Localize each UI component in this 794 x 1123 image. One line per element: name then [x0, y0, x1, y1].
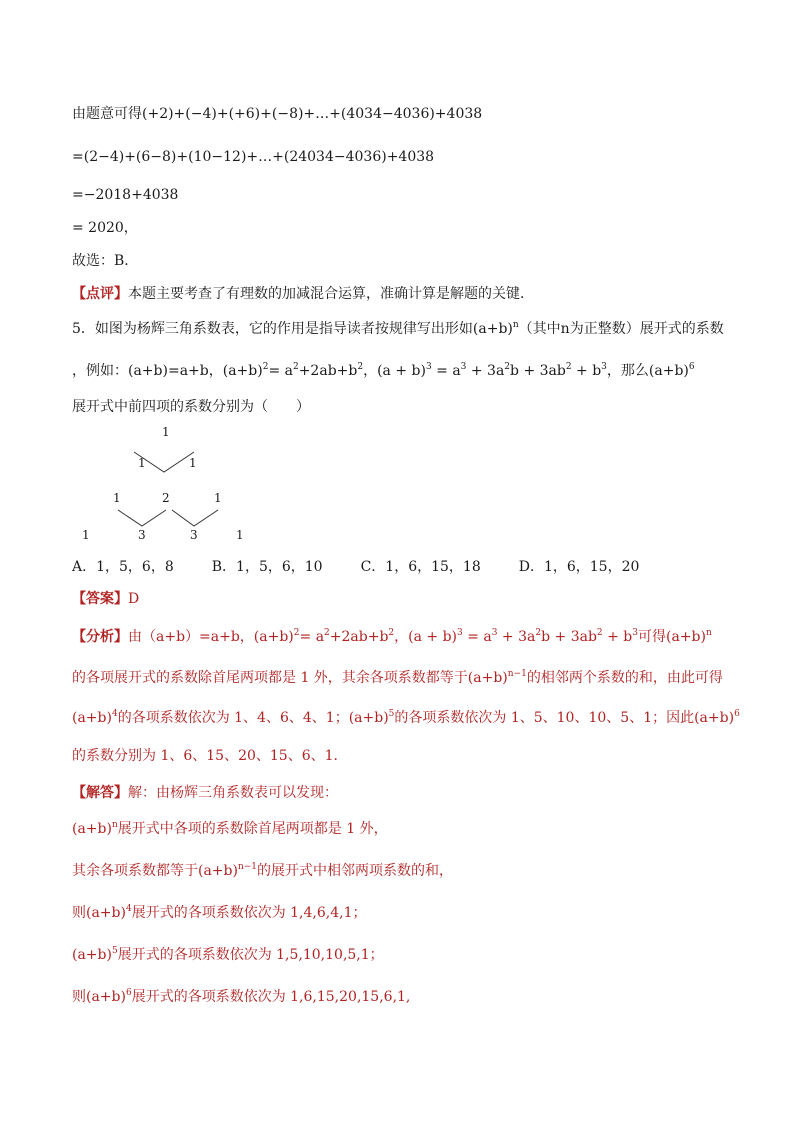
sol6-e: 6	[125, 988, 132, 998]
an1-g: + 3a	[497, 629, 536, 645]
an1-a: 由（a+b）=a+b，(a+b)	[128, 629, 294, 645]
an3-b: 的各项系数依次为 1、4、6、4、1；(a+b)	[117, 710, 389, 726]
question-text-a: 5．如图为杨辉三角系数表，它的作用是指导读者按规律写出形如(a+b)	[72, 321, 513, 337]
solution-line-1	[72, 783, 338, 803]
q2-d: ，(a + b)	[363, 363, 426, 379]
analysis-line-4: 的系数分别为 1、6、15、20、15、6、1．	[72, 748, 348, 764]
analysis-line-2	[72, 668, 723, 688]
tri-r3-c2: 2	[162, 491, 170, 505]
connector-row3-right	[172, 510, 218, 526]
sol6-a: 则(a+b)	[72, 989, 126, 1005]
q2-j: ，那么(a+b)	[606, 363, 689, 379]
tri-r2-c2: 1	[189, 456, 197, 470]
an3-c: 的各项系数依次为 1、5、10、10、5、1；因此(a+b)	[394, 710, 735, 726]
answer-value: D	[128, 591, 140, 607]
sol2-e: n	[111, 820, 118, 830]
options-row	[72, 557, 677, 577]
sol6-b: 展开式的各项系数依次为 1,6,15,20,15,6,1,	[131, 989, 411, 1005]
comment-text: 本题主要考查了有理数的加减混合运算，准确计算是解题的关键．	[128, 286, 534, 302]
tri-r4-c4: 1	[236, 528, 244, 542]
an1-e3: 2	[388, 628, 395, 638]
analysis-tag: 【分析】	[72, 629, 128, 645]
an2-a: 的各项展开式的系数除首尾两项都是 1 外，其余各项系数都等于(a+b)	[72, 670, 508, 686]
calc-line-4: = 2020，	[72, 220, 138, 236]
an1-j: 可得(a+b)	[637, 629, 706, 645]
q2-e5: 3	[460, 362, 467, 372]
question-line-3: 展开式中前四项的系数分别为（ ）	[72, 399, 310, 415]
q2-e6: 2	[504, 362, 511, 372]
q2-e9: 6	[688, 362, 695, 372]
sol2-b: 展开式中各项的系数除首尾两项都是 1 外，	[117, 821, 388, 837]
q2-e4: 3	[425, 362, 432, 372]
q2-e1: 2	[262, 362, 269, 372]
q2-b: = a	[268, 363, 293, 379]
q2-e7: 2	[565, 362, 572, 372]
solution-line-5	[72, 945, 384, 965]
calc-line-2: =(2−4)+(6−8)+(10−12)+…+(24034−4036)+4038	[72, 149, 435, 165]
an1-c: +2ab+b	[329, 629, 389, 645]
an1-f: = a	[462, 629, 492, 645]
answer-tag: 【答案】	[72, 591, 128, 607]
an2-e: n−1	[507, 669, 527, 679]
option-a[interactable]: A．1，5，6，8	[72, 559, 174, 575]
solution-line-2	[72, 819, 388, 839]
calc-line-1: 由题意可得(+2)+(−4)+(+6)+(−8)+…+(4034−4036)+4038	[72, 106, 483, 122]
solution-line-4	[72, 903, 367, 923]
sol4-b: 展开式的各项系数依次为 1,4,6,4,1；	[131, 905, 367, 921]
analysis-line-3	[72, 708, 740, 728]
an1-e8: 3	[632, 628, 638, 638]
q2-g: + 3a	[466, 363, 505, 379]
sol5-a: (a+b)	[72, 947, 112, 963]
an1-e2: 2	[324, 628, 330, 638]
tri-r1-c1: 1	[162, 425, 170, 439]
an3-e2: 5	[388, 709, 395, 719]
q2-e2: 2	[292, 362, 299, 372]
sol5-b: 展开式的各项系数依次为 1,5,10,10,5,1；	[117, 947, 384, 963]
an1-i: + b	[602, 629, 633, 645]
an1-e5: 3	[491, 628, 498, 638]
tri-r4-c2: 3	[138, 528, 146, 542]
tri-r3-c3: 1	[214, 491, 222, 505]
sol3-a: 其余各项系数都等于(a+b)	[72, 863, 238, 879]
an3-a: (a+b)	[72, 710, 112, 726]
option-d[interactable]: D．1，6，15，20	[518, 559, 640, 575]
analysis-line-1	[72, 627, 712, 647]
question-line-1	[72, 319, 724, 339]
sol3-b: 的展开式中相邻两项系数的和，	[257, 863, 454, 879]
comment-tag: 【点评】	[72, 286, 128, 302]
q2-i: + b	[571, 363, 602, 379]
question-line-2	[72, 361, 695, 381]
solution-line-3	[72, 861, 453, 881]
connector-row3-left	[118, 510, 166, 526]
sol1-text: 解：由杨辉三角系数表可以发现：	[128, 785, 338, 801]
q2-c: +2ab+b	[298, 363, 358, 379]
an1-d: ，(a + b)	[394, 629, 458, 645]
an1-h: b + 3ab	[541, 629, 597, 645]
q2-h: b + 3ab	[510, 363, 566, 379]
sol2-a: (a+b)	[72, 821, 112, 837]
answer-choice-line: 故选：B．	[72, 253, 139, 269]
q2-f: = a	[431, 363, 461, 379]
answer-line	[72, 589, 139, 609]
tri-r4-c1: 1	[82, 528, 90, 542]
sol3-e: n−1	[237, 862, 258, 872]
yanghui-triangle-figure	[72, 420, 272, 550]
an1-b: = a	[299, 629, 325, 645]
tri-r4-c3: 3	[190, 528, 198, 542]
an1-e1: 2	[293, 628, 300, 638]
option-b[interactable]: B．1，5，6，10	[211, 559, 323, 575]
q2-a: ，例如：(a+b)=a+b，(a+b)	[72, 363, 263, 379]
sol5-e: 5	[111, 946, 118, 956]
question-exp: n	[512, 320, 519, 330]
question-text-b: （其中n为正整数）展开式的系数	[518, 321, 724, 337]
tri-r3-c1: 1	[113, 491, 121, 505]
an2-b: 的相邻两个系数的和，由此可得	[526, 670, 723, 686]
q2-e3: 2	[357, 362, 364, 372]
option-c[interactable]: C．1，6，15，18	[360, 559, 481, 575]
an3-e1: 4	[111, 709, 118, 719]
sol4-a: 则(a+b)	[72, 905, 126, 921]
solution-line-6	[72, 987, 410, 1007]
an3-e3: 6	[734, 709, 740, 719]
sol4-e: 4	[125, 904, 132, 914]
an1-e9: n	[705, 628, 712, 638]
tri-r2-c1: 1	[138, 456, 146, 470]
q2-e8: 3	[601, 362, 607, 372]
an1-e7: 2	[596, 628, 603, 638]
comment-line	[72, 284, 534, 304]
calc-line-3: =−2018+4038	[72, 187, 179, 203]
solution-tag: 【解答】	[72, 785, 128, 801]
an1-e4: 3	[457, 628, 463, 638]
an1-e6: 2	[535, 628, 542, 638]
